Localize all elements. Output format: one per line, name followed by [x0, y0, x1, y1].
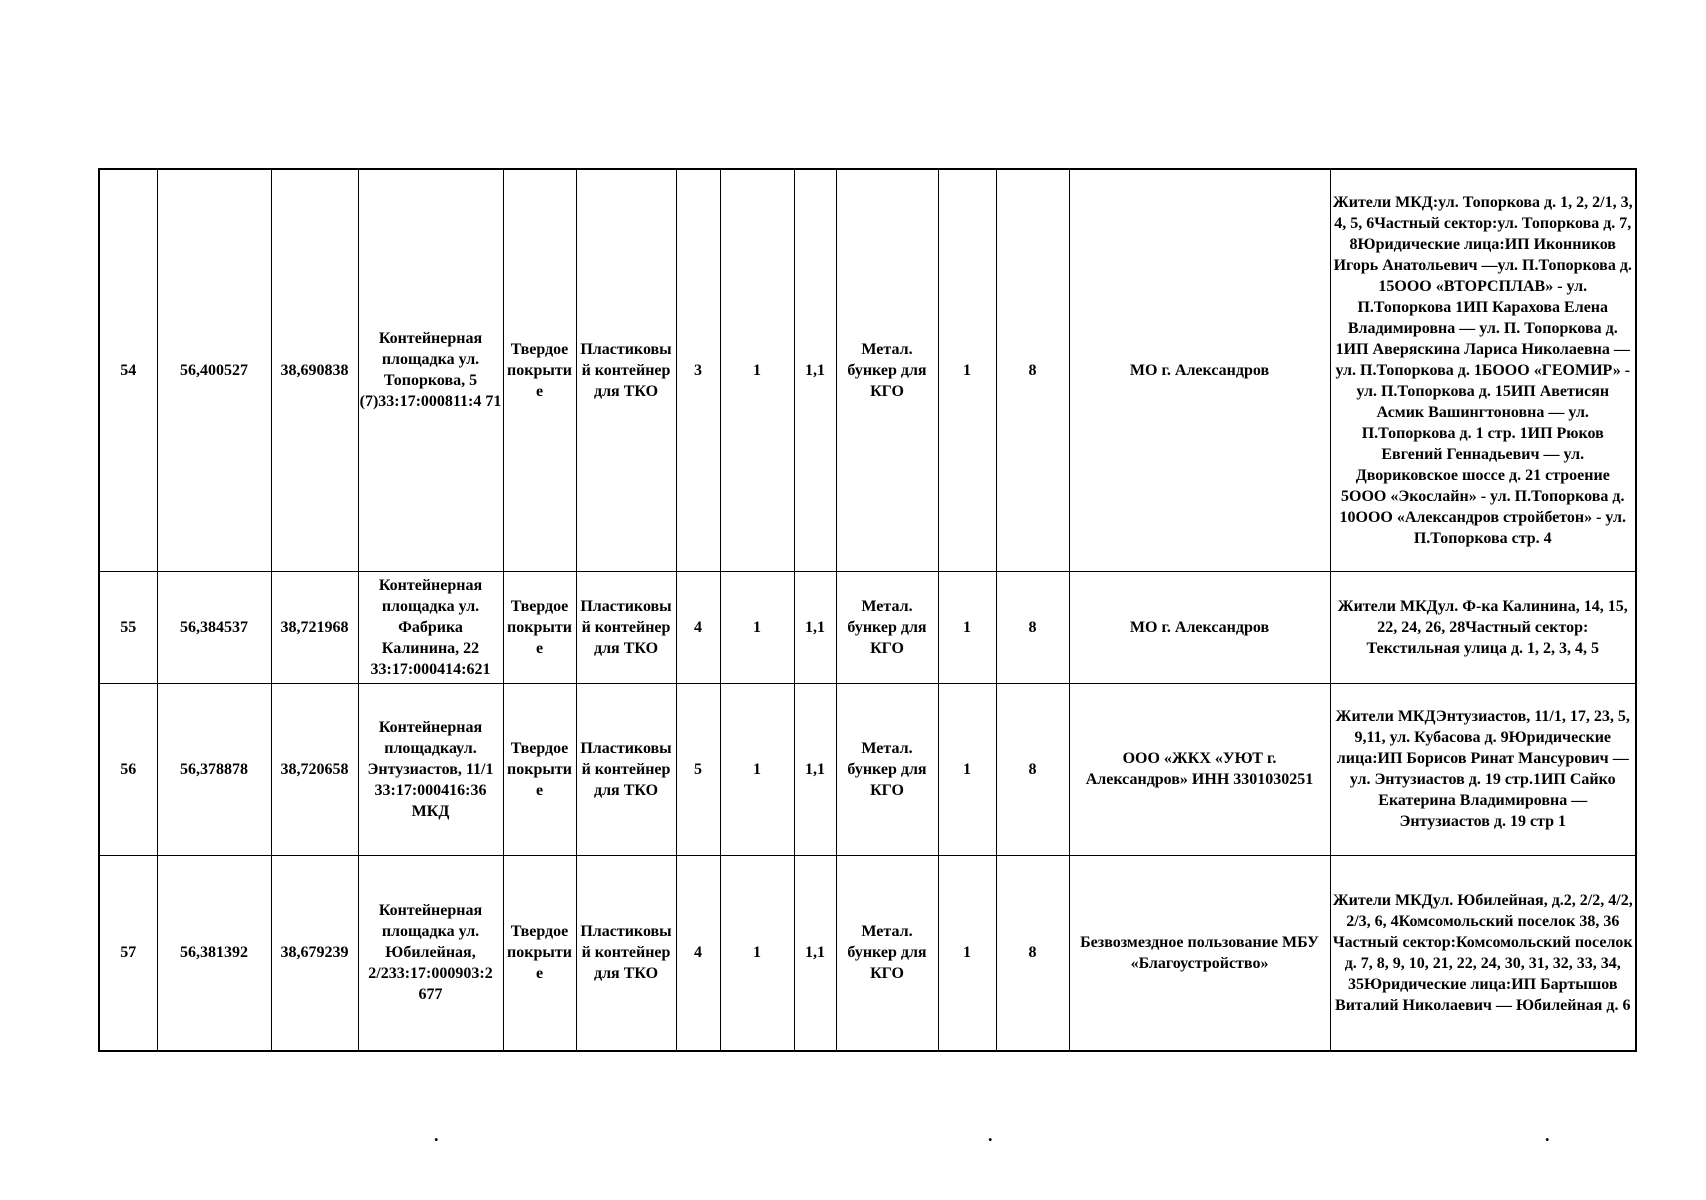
row-number: 54 [99, 169, 157, 571]
container-count-cell: 4 [676, 571, 720, 683]
surface-cell: Твердое покрыти е [503, 855, 576, 1051]
address-cell: Контейнерная площадка ул. Топоркова, 5 (7)33:17:000811:4 71 [358, 169, 503, 571]
bunker-volume-cell: 8 [996, 855, 1069, 1051]
container-type-cell: Пластиковы й контейнер для ТКО [576, 571, 676, 683]
row-number: 56 [99, 683, 157, 855]
container-volume-cell: 1,1 [794, 571, 836, 683]
table-row [99, 571, 1636, 683]
container-type-cell: Пластиковы й контейнер для ТКО [576, 855, 676, 1051]
bunker-type-cell: Метал. бункер для КГО [836, 169, 938, 571]
owner-cell: МО г. Александров [1069, 571, 1330, 683]
container-count-cell: 4 [676, 855, 720, 1051]
bunker-count-cell: 1 [938, 571, 996, 683]
container-count-cell: 5 [676, 683, 720, 855]
surface-cell: Твердое покрыти е [503, 683, 576, 855]
address-cell: Контейнерная площадка ул. Юбилейная, 2/233:17:000903:2 677 [358, 855, 503, 1051]
waste-sources-cell: Жители МКДЭнтузиастов, 11/1, 17, 23, 5, 9,11, ул. Кубасова д. 9Юридические лица:ИП Борисов Ринат Мансурович — ул. Энтузиастов д. 19 стр.1ИП Сайко Екатерина Владимировна — Энтузиастов д. 19 стр 1 [1330, 683, 1636, 855]
longitude-cell: 38,679239 [271, 855, 358, 1051]
owner-cell: Безвозмездное пользование МБУ «Благоустройство» [1069, 855, 1330, 1051]
longitude-cell: 38,721968 [271, 571, 358, 683]
surface-cell: Твердое покрыти е [503, 169, 576, 571]
bunker-type-cell: Метал. бункер для КГО [836, 855, 938, 1051]
latitude-cell: 56,400527 [157, 169, 271, 571]
table-row [99, 855, 1636, 1051]
container-volume-cell: 1,1 [794, 169, 836, 571]
owner-cell: ООО «ЖКХ «УЮТ г. Александров» ИНН 3301030251 [1069, 683, 1330, 855]
surface-cell: Твердое покрыти е [503, 571, 576, 683]
bunker-volume-cell: 8 [996, 571, 1069, 683]
bunker-count-cell: 1 [938, 169, 996, 571]
table-row [99, 683, 1636, 855]
latitude-cell: 56,384537 [157, 571, 271, 683]
latitude-cell: 56,378878 [157, 683, 271, 855]
bunker-volume-cell: 8 [996, 683, 1069, 855]
bunker-count-cell: 1 [938, 855, 996, 1051]
container-type-cell: Пластиковы й контейнер для ТКО [576, 169, 676, 571]
bunker-type-cell: Метал. бункер для КГО [836, 683, 938, 855]
scan-mark: . [1545, 1125, 1550, 1145]
bunker-volume-cell: 8 [996, 169, 1069, 571]
waste-sources-cell: Жители МКД:ул. Топоркова д. 1, 2, 2/1, 3, 4, 5, 6Частный сектор:ул. Топоркова д. 7, 8Юридические лица:ИП Иконников Игорь Анатольевич —ул. П.Топоркова д. 15ООО «ВТОРСПЛАВ» - ул. П.Топоркова 1ИП Карахова Елена Владимировна — ул. П. Топоркова д. 1ИП Аверяскина Лариса Николаевна — ул. П.Топоркова д. 1БООО «ГЕОМИР» - ул. П.Топоркова д. 15ИП Аветисян Асмик Вашингтоновна — ул. П.Топоркова д. 1 стр. 1ИП Рюков Евгений Геннадьевич — ул. Двориковское шоссе д. 21 строение 5ООО «Экослайн» - ул. П.Топоркова д. 10ООО «Александров стройбетон» - ул. П.Топоркова стр. 4 [1330, 169, 1636, 571]
waste-sources-cell: Жители МКДул. Юбилейная, д.2, 2/2, 4/2, 2/3, 6, 4Комсомольский поселок 38, 36 Частный сектор:Комсомольский поселок д. 7, 8, 9, 10, 21, 22, 24, 30, 31, 32, 33, 34, 35Юридические лица:ИП Бартышов Виталий Николаевич — Юбилейная д. 6 [1330, 855, 1636, 1051]
latitude-cell: 56,381392 [157, 855, 271, 1051]
table-row [99, 169, 1636, 571]
owner-cell: МО г. Александров [1069, 169, 1330, 571]
container-volume-cell: 1,1 [794, 683, 836, 855]
scan-mark: . [434, 1125, 439, 1145]
longitude-cell: 38,720658 [271, 683, 358, 855]
waste-sources-cell: Жители МКДул. Ф-ка Калинина, 14, 15, 22, 24, 26, 28Частный сектор: Текстильная улица д. 1, 2, 3, 4, 5 [1330, 571, 1636, 683]
registry-table [98, 168, 1637, 1052]
container-volume-cell: 1,1 [794, 855, 836, 1051]
row-number: 55 [99, 571, 157, 683]
container-count2-cell: 1 [720, 169, 794, 571]
scan-mark: . [988, 1125, 993, 1145]
container-count2-cell: 1 [720, 855, 794, 1051]
address-cell: Контейнерная площадка ул. Фабрика Калинина, 22 33:17:000414:621 [358, 571, 503, 683]
container-type-cell: Пластиковы й контейнер для ТКО [576, 683, 676, 855]
row-number: 57 [99, 855, 157, 1051]
container-count-cell: 3 [676, 169, 720, 571]
address-cell: Контейнерная площадкаул. Энтузиастов, 11/1 33:17:000416:36 МКД [358, 683, 503, 855]
bunker-type-cell: Метал. бункер для КГО [836, 571, 938, 683]
container-count2-cell: 1 [720, 683, 794, 855]
container-count2-cell: 1 [720, 571, 794, 683]
longitude-cell: 38,690838 [271, 169, 358, 571]
bunker-count-cell: 1 [938, 683, 996, 855]
